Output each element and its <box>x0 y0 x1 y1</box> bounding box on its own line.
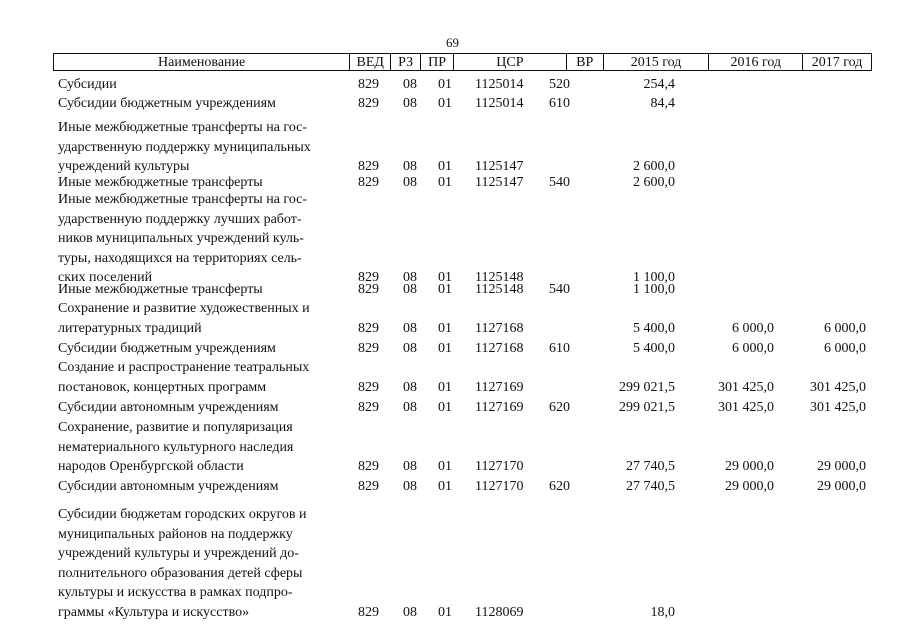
column-header-2017: 2017 год <box>811 55 863 70</box>
cell-rz: 08 <box>403 459 417 474</box>
cell-csr: 1125147 <box>475 175 524 190</box>
cell-ved: 829 <box>358 77 379 92</box>
cell-csr: 1128069 <box>475 604 524 620</box>
row-name-line: Субсидии бюджетным учреждениям <box>58 96 276 111</box>
cell-y2017: 29 000,0 <box>817 459 866 474</box>
row-name-line: Иные межбюджетные трансферты на гос- <box>58 192 308 207</box>
cell-vr: 620 <box>549 400 570 415</box>
row-name <box>58 398 358 418</box>
cell-y2016: 29 000,0 <box>725 479 774 494</box>
row-name-line: ников муниципальных учреждений куль- <box>58 231 304 246</box>
column-header-rz: РЗ <box>391 54 421 70</box>
row-name-line: Субсидии автономным учреждениям <box>58 479 279 494</box>
row-name-line: Иные межбюджетные трансферты на гос- <box>58 120 308 135</box>
row-name-line: Сохранение, развитие и популяризация <box>58 420 293 435</box>
row-name-line: Сохранение и развитие художественных и <box>58 301 310 316</box>
cell-ved: 829 <box>358 320 379 336</box>
row-name <box>58 418 358 477</box>
cell-rz: 08 <box>403 379 417 395</box>
table-header <box>53 53 872 71</box>
cell-y2017: 29 000,0 <box>817 479 866 494</box>
cell-csr: 1125148 <box>475 282 524 297</box>
column-header-pr: ПР <box>421 54 454 70</box>
row-name-line: муниципальных районов на поддержку <box>58 526 293 542</box>
cell-rz: 08 <box>403 270 417 285</box>
row-name-line: народов Оренбургской области <box>58 459 244 474</box>
cell-pr: 01 <box>438 320 452 336</box>
cell-y2017: 301 425,0 <box>810 379 866 395</box>
row-name-line: учреждений культуры <box>58 159 190 174</box>
cell-vr: 610 <box>549 341 570 356</box>
cell-y2015: 5 400,0 <box>633 320 675 336</box>
row-name-line: культуры и искусства в рамках подпро- <box>58 585 293 600</box>
cell-ved: 829 <box>358 379 379 395</box>
cell-pr: 01 <box>438 341 452 356</box>
cell-y2016: 6 000,0 <box>732 320 774 336</box>
cell-y2017: 301 425,0 <box>810 400 866 415</box>
cell-pr: 01 <box>438 479 452 494</box>
row-name-line: Субсидии бюджетам городских округов и <box>58 507 307 522</box>
cell-vr: 520 <box>549 77 570 92</box>
row-name-line: учреждений культуры и учреждений до- <box>58 546 299 561</box>
cell-vr: 610 <box>549 96 570 111</box>
cell-ved: 829 <box>358 459 379 474</box>
cell-ved: 829 <box>358 341 379 356</box>
cell-pr: 01 <box>438 282 452 297</box>
row-name-line: Субсидии автономным учреждениям <box>58 400 279 415</box>
cell-csr: 1125147 <box>475 159 524 174</box>
cell-pr: 01 <box>438 459 452 474</box>
cell-rz: 08 <box>403 96 417 111</box>
cell-y2016: 6 000,0 <box>732 341 774 356</box>
cell-y2016: 29 000,0 <box>725 459 774 474</box>
cell-pr: 01 <box>438 400 452 415</box>
cell-rz: 08 <box>403 320 417 336</box>
cell-y2015: 27 740,5 <box>626 479 675 494</box>
cell-y2015: 27 740,5 <box>626 459 675 474</box>
cell-pr: 01 <box>438 96 452 111</box>
cell-y2016: 301 425,0 <box>718 379 774 395</box>
cell-csr: 1125148 <box>475 270 524 285</box>
cell-vr: 540 <box>549 175 570 190</box>
cell-csr: 1127168 <box>475 341 524 356</box>
cell-csr: 1127170 <box>475 459 524 474</box>
row-name-line: полнительного образования детей сферы <box>58 565 303 581</box>
cell-csr: 1127169 <box>475 400 524 415</box>
cell-pr: 01 <box>438 379 452 395</box>
row-name-line: литературных традиций <box>58 320 202 336</box>
cell-y2015: 18,0 <box>650 604 675 620</box>
cell-rz: 08 <box>403 341 417 356</box>
cell-ved: 829 <box>358 96 379 111</box>
cell-ved: 829 <box>358 159 379 174</box>
cell-ved: 829 <box>358 604 379 620</box>
cell-csr: 1127170 <box>475 479 524 494</box>
cell-y2015: 299 021,5 <box>619 379 675 395</box>
cell-y2015: 1 100,0 <box>633 270 675 285</box>
cell-csr: 1127168 <box>475 320 524 336</box>
cell-rz: 08 <box>403 400 417 415</box>
cell-y2015: 5 400,0 <box>633 341 675 356</box>
row-name <box>58 339 358 359</box>
row-name <box>58 299 358 338</box>
column-header-name: Наименование <box>54 54 350 70</box>
cell-rz: 08 <box>403 282 417 297</box>
column-header-vr: ВР <box>567 54 604 70</box>
cell-ved: 829 <box>358 175 379 190</box>
cell-vr: 620 <box>549 479 570 494</box>
row-name-line: ских поселений <box>58 270 153 285</box>
row-name-line: ударственную поддержку муниципальных <box>58 139 311 155</box>
cell-pr: 01 <box>438 159 452 174</box>
row-name <box>58 75 358 95</box>
cell-pr: 01 <box>438 77 452 92</box>
cell-y2017: 6 000,0 <box>824 341 866 356</box>
row-name-line: нематериального культурного наследия <box>58 439 294 455</box>
cell-ved: 829 <box>358 270 379 285</box>
cell-rz: 08 <box>403 479 417 494</box>
row-name-line: Субсидии <box>58 77 117 92</box>
column-header-2015: 2015 год <box>604 54 710 70</box>
row-name-line: Субсидии бюджетным учреждениям <box>58 341 276 356</box>
column-header-csr: ЦСР <box>454 54 567 70</box>
cell-y2015: 2 600,0 <box>633 159 675 174</box>
cell-y2015: 84,4 <box>650 96 675 111</box>
cell-y2015: 2 600,0 <box>633 175 675 190</box>
cell-ved: 829 <box>358 400 379 415</box>
row-name <box>58 94 358 114</box>
cell-vr: 540 <box>549 282 570 297</box>
cell-pr: 01 <box>438 270 452 285</box>
cell-y2016: 301 425,0 <box>718 400 774 415</box>
cell-ved: 829 <box>358 282 379 297</box>
cell-rz: 08 <box>403 77 417 92</box>
row-name-line: Иные межбюджетные трансферты <box>58 175 263 190</box>
row-name-line: ударственную поддержку лучших работ- <box>58 211 302 227</box>
row-name-line: туры, находящихся на территориях сель- <box>58 250 302 266</box>
row-name-line: Создание и распространение театральных <box>58 360 310 375</box>
cell-y2017: 6 000,0 <box>824 320 866 336</box>
cell-csr: 1125014 <box>475 96 524 111</box>
cell-y2015: 299 021,5 <box>619 400 675 415</box>
row-name <box>58 358 358 397</box>
row-name <box>58 505 358 622</box>
row-name <box>58 118 358 177</box>
cell-csr: 1127169 <box>475 379 524 395</box>
row-name-line: граммы «Культура и искусство» <box>58 604 250 620</box>
row-name <box>58 280 358 300</box>
row-name-line: постановок, концертных программ <box>58 379 267 395</box>
page-number: 69 <box>446 35 459 50</box>
column-header-2016: 2016 год <box>709 54 803 70</box>
row-name-line: Иные межбюджетные трансферты <box>58 282 263 297</box>
cell-rz: 08 <box>403 175 417 190</box>
cell-y2015: 254,4 <box>643 77 675 92</box>
cell-csr: 1125014 <box>475 77 524 92</box>
cell-pr: 01 <box>438 604 452 620</box>
cell-rz: 08 <box>403 159 417 174</box>
cell-pr: 01 <box>438 175 452 190</box>
column-header-ved: ВЕД <box>350 54 391 70</box>
row-name <box>58 477 358 497</box>
cell-ved: 829 <box>358 479 379 494</box>
row-name <box>58 190 358 288</box>
cell-rz: 08 <box>403 604 417 620</box>
cell-y2015: 1 100,0 <box>633 282 675 297</box>
